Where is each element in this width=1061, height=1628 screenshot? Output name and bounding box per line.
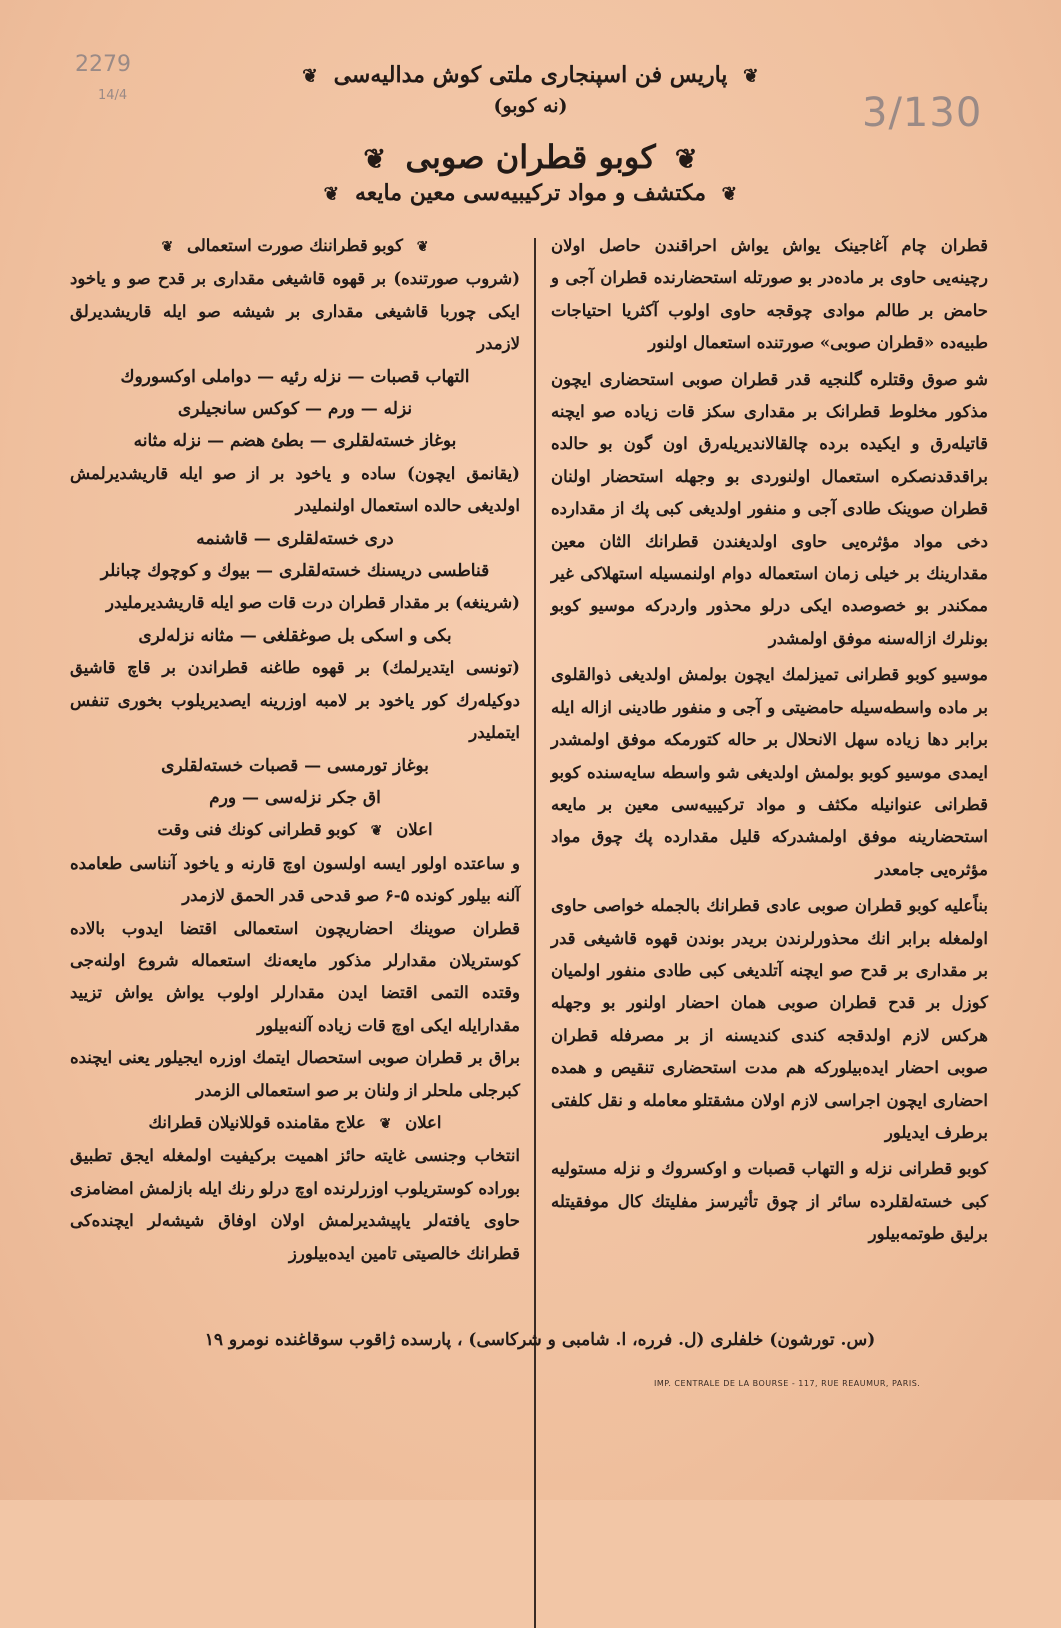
printer-imprint: IMP. CENTRALE DE LA BOURSE - 117, RUE REAUMUR, PARIS. [654, 1379, 921, 1388]
right-column [551, 230, 988, 1251]
ailment-line: بکی و اسکی بل صوغقلغی — مثانه نزله‌لری [138, 625, 452, 646]
body-paragraph: بناًعلیه کوبو قطران صوبی عادی قطرانك بالجمله خواصی حاوی اولمغله برابر انك محذورلرندن بریدر بوندن قهوه قاشیغی قدر بر مقداری بر قدح صو ایچنه آتلدیغی کبی طادی منفور اولمیان کوزل بر قدح قطران صوبی همان احضار اولنور بو وجهله هرکس لازم اولدقجه کندی کندیسنه از بر مصرفله قطران صوبی احضار ایده‌بیلورکه هم مدت استحضاری تنقیص و همده احضاری ایچون اجراسی لازم اولان مشقتلو معامله و نقل کلفتی برطرف ایدیلور [551, 896, 988, 1142]
usage-syrup: (شروب صورتنده) بر قهوه قاشیغی مقداری بر قدح صو و یاخود ایکی چوربا قاشیغی مقداری بر شیشه صو ایله قاریشدیرلق لازمدر [70, 269, 520, 354]
notice-paragraph: انتخاب وجنسی غایته حائز اهمیت برکیفیت اولمغله ایجق تطبیق بوراده کوستریلوب اوزرلرنده اوچ درلو رنك ایله بازلمش امضامزی حاوی یافته‌لر یاپیشدیرلمش اولان اوفاق شیشه‌لر ایچنده‌کی قطرانك خالصیتی تامین ایده‌بیلورز [70, 1146, 520, 1263]
usage-washing: (یقانمق ایچون) ساده و یاخود بر از صو ایله قاریشدیرلمش اولدیغی حالده استعمال اولنملیدر [70, 463, 520, 516]
publisher-line: (س. تورشون) خلفلری (ل. فرره، ا. شامبی و شرکاسی) ، پارسده ژاقوب سوقاغنده نومرو ۱۹ [204, 1330, 876, 1350]
ailment-line: اق جکر نزله‌سی — ورم [209, 787, 381, 808]
ailment-line: بوغاز تورمسی — قصبات خسته‌لقلری [161, 755, 429, 776]
body-paragraph: کوبو قطرانی نزله و التهاب قصبات و اوکسروك و نزله مستولیه کبی خسته‌لقلرده سائر از چوق تأثیرسز مفلیتك کال موفقیتله برلیق طوتمه‌بیلور [551, 1159, 988, 1244]
page-title [0, 138, 1061, 176]
left-column [70, 230, 520, 1270]
body-paragraph: موسیو کوبو قطرانی تمیزلمك ایچون بولمش اولدیغی ذوالقلوی بر ماده واسطه‌سیله حامضیتی و آجی و منفور طادینی ازاله ایله برابر دها زیاده سهل الانحلال بر حاله کتورمکه موفق اولمشدر ایمدی موسیو کوبو بولمش اولدیغی شو واسطه سایه‌سنده کوبو قطرانی عنوانیله مکثف و مواد ترکیبیه‌سی معین بر مایعه استحضارینه موفق اولمشدرکه قلیل مقدارده پك چوق مواد مؤثره‌یی جامعدر [551, 665, 988, 879]
notice-heading: اعلان ❦ کوبو قطرانی کونك فنی وقت [157, 820, 433, 840]
ornament-icon: ❦ [674, 143, 698, 175]
notice-paragraph: براق بر قطران صوبی استحصال ایتمك اوزره ایجیلور یعنی ایچنده کبرجلی ملحلر از ولنان بر صو استعمالی الزمدر [70, 1048, 520, 1100]
ornament-icon: ❦ [721, 183, 738, 205]
intro-paragraph: قطران چام آغاجینک یواش یواش احراقندن حاصل اولان رچینه‌یی حاوی بر ماده‌در بو صورتله استحضارنده قطران آجی و حامض بر طالم موادی چوقجه حاوی اولوب آکثریا احتیاجات طبیه‌ده «قطران صوبی» صورتنده استعمال اولنور [551, 236, 988, 353]
ornament-icon: ❦ [302, 65, 318, 87]
subtitle-text: مکتشف و مواد ترکیبیه‌سی معین مایعه [355, 180, 706, 206]
exhibition-line [0, 62, 1061, 88]
ailment-line: قناطسی دریسنك خسته‌لقلری — بیوك و کوچوك چبانلر [100, 561, 490, 582]
column-divider [534, 238, 536, 1628]
usage-inhale: (تونسی ایتدیرلمك) بر قهوه طاغنه قطراندن بر قاچ قاشیق دوکیله‌رك کور یاخود بر لامبه اوزرینه ایصدیریلوب بخوری تنفس ایتملیدر [70, 658, 520, 743]
title-text: کوبو قطران صوبی [405, 138, 656, 176]
notice-paragraph: و ساعتده اولور ایسه اولسون اوچ قارنه و یاخود آنناسی طعامده آلنه بیلور کونده ۵-۶ صو قدحی قدر الحمق لازمدر [70, 853, 520, 906]
ornament-icon: ❦ [323, 183, 340, 205]
ailment-line: دری خسته‌لقلری — قاشنمه [196, 528, 394, 549]
body-paragraph: شو صوق وقتلره گلنجیه قدر قطران صوبی استحضاری ایچون مذکور مخلوط قطرانک بر مقداری سکز قات زیاده صو ایچنه قاتیله‌رق و ایکیده برده چالقالاندیریله‌رق اون گون بو حالده براقدقدنصکره استعمال اولنوردی بو وجهله استحضار اولنان قطران صوینک طادی آجی و منفور اولدیغی کبی پك از مقدارده دخی مواد مؤثره‌یی حاوی اولدیغندن قطرانك الثان معین مقدارینك بر خیلی زمان استعماله دوام اولنمسیله استهلاکی غیر ممکندر بو خصوصده ایکی درلو محذور واردرکه موسیو کوبو بونلرك ازاله‌سنه موفق اولمشدر [551, 369, 988, 648]
ornament-icon: ❦ [379, 1115, 392, 1132]
ailment-line: نزله — ورم — کوکس سانجیلری [177, 399, 413, 420]
page-subtitle [0, 180, 1061, 206]
pencil-date-mark: 14/4 [98, 88, 128, 103]
ailment-line: بوغاز خسته‌لقلری — بطئ هضم — نزله مثانه [133, 431, 457, 452]
ornament-icon: ❦ [370, 823, 383, 840]
ornament-icon: ❦ [363, 143, 387, 175]
pencil-number-mark: 2279 [75, 52, 131, 77]
ornament-icon: ❦ [416, 239, 429, 255]
ornament-icon: ❦ [743, 65, 759, 87]
ornament-icon: ❦ [161, 239, 174, 255]
usage-syringe: (شرینغه) بر مقدار قطران درت قات صو ایله قاریشدیرملیدر [106, 593, 520, 613]
exhibition-text: پاریس فن اسپنجاری ملتی کوش مدالیه‌سی [333, 62, 728, 88]
brand-subline: (نه کوبو) [493, 95, 568, 117]
notice-paragraph: قطران صوینك احضاریچون استعمالی اقتضا ایدوب بالاده کوستریلان مقدارلر مذکور مایعه‌نك استعماله شروع اولنه‌جی وقتده التمی اقتضا ایدن مقدارلر اولوب یواش یواش تزیید مقدارایله ایکی اوچ قات زیاده آلنه‌بیلور [70, 918, 520, 1035]
ailment-line: التهاب قصبات — نزله رئیه — دواملی اوکسوروك [120, 366, 470, 387]
pencil-reference-mark: 3/130 [862, 90, 983, 136]
usage-heading: ❦ کوبو قطراننك صورت استعمالی ❦ [161, 236, 429, 255]
notice-heading: اعلان ❦ علاج مقامنده قوللانیلان قطرانك [148, 1112, 442, 1132]
